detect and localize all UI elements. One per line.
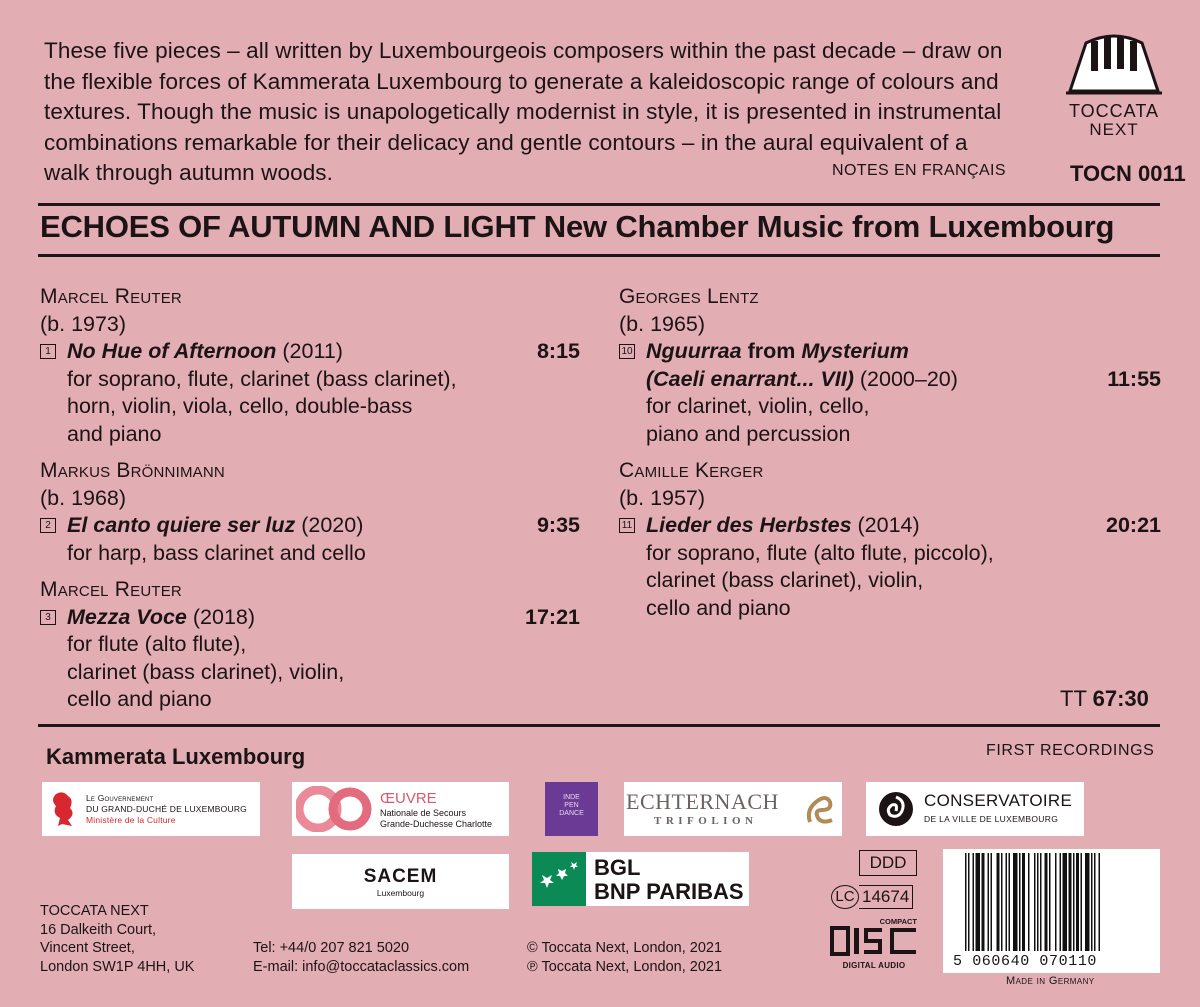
barcode-bar xyxy=(1040,853,1042,951)
disc-icon xyxy=(830,926,918,956)
composer-name: Marcel Reuter xyxy=(40,578,182,601)
track-number: 1 xyxy=(40,344,56,359)
sacem-logo xyxy=(292,854,509,909)
track-year: (2000–20) xyxy=(859,366,958,391)
barcode-bar xyxy=(1019,853,1021,951)
address-block xyxy=(40,902,194,976)
barcode-bar xyxy=(1063,853,1068,951)
toccata-next-logo xyxy=(1064,33,1164,137)
bottom-rule xyxy=(38,724,1160,727)
email: E-mail: info@toccataclassics.com xyxy=(253,958,470,975)
inst-line: for flute (alto flute), xyxy=(67,632,247,656)
bnp-green-square xyxy=(532,852,586,906)
track-title: Mezza Voce xyxy=(67,604,187,629)
barcode-bar xyxy=(1001,853,1003,951)
inst-line: horn, violin, viola, cello, double-bass xyxy=(67,394,413,418)
composer-dates: (b. 1965) xyxy=(619,311,706,336)
album-title xyxy=(40,209,1114,245)
barcode-bar xyxy=(968,853,970,951)
sacem-sub: Luxembourg xyxy=(376,888,425,898)
barcode-bar xyxy=(982,853,985,951)
barcode-bar xyxy=(1028,853,1030,951)
barcode-bar xyxy=(1099,853,1101,951)
track-year: (2020) xyxy=(301,513,364,537)
intro-paragraph: These five pieces – all written by Luxembourgeois composers within the past decade – draw on the flexible forces of Kammerata Luxembourg to generate a kaleidoscopic range of colours and textures. Though the music is unapologetically modernist in style, it is presented in instrumental combinations remarkable for their delicacy and gentle contours – in the aural equivalent of a walk through autumn woods. xyxy=(44,38,1003,185)
conserv-title: CONSERVATOIRE xyxy=(924,791,1073,810)
indep-line2: PEN xyxy=(564,802,579,809)
barcode-bar xyxy=(1060,853,1062,951)
phonogram-line: ℗ Toccata Next, London, 2021 xyxy=(527,958,723,975)
inst-line: cello and piano xyxy=(67,687,212,711)
instrumentation xyxy=(619,393,1161,448)
composer-name: Georges Lentz xyxy=(619,285,759,308)
composer-name: Camille Kerger xyxy=(619,459,764,482)
barcode-bars xyxy=(965,853,1155,953)
inst-line: piano and percussion xyxy=(646,421,851,446)
oeuvre-title: ŒUVRE xyxy=(380,790,437,807)
barcode-bar xyxy=(1049,853,1051,951)
barcode xyxy=(943,849,1160,973)
indep-line1: INDE xyxy=(563,794,580,801)
total-value: 67:30 xyxy=(1092,686,1149,711)
compact-disc-logo xyxy=(829,917,919,971)
first-recordings: FIRST RECORDINGS xyxy=(986,742,1155,759)
lc-code: 14674 xyxy=(859,885,913,909)
made-in: Made in Germany xyxy=(1006,975,1095,987)
bnp-text: BNP PARIBAS xyxy=(594,879,744,904)
oe-icon xyxy=(296,786,372,832)
track-title: El canto quiere ser luz xyxy=(67,513,296,537)
oeuvre-line2: Nationale de Secours xyxy=(380,808,467,818)
track-title: No Hue of Afternoon xyxy=(67,339,277,363)
inst-line: and piano xyxy=(67,421,162,446)
independance-logo xyxy=(545,782,598,836)
barcode-number: 5 060640 070110 xyxy=(953,953,1098,970)
notes-en-francais: NOTES EN FRANÇAIS xyxy=(832,162,1006,179)
trifolion-swirl-icon xyxy=(804,792,836,826)
track-number: 10 xyxy=(619,344,635,359)
barcode-bar xyxy=(991,853,993,951)
track-item xyxy=(619,512,1161,540)
instrumentation xyxy=(619,540,1161,623)
composer-dates: (b. 1973) xyxy=(40,311,127,336)
track-duration: 11:55 xyxy=(1107,366,1161,391)
track-item-cont xyxy=(619,366,1161,394)
logo-line2: NEXT xyxy=(1089,120,1139,139)
instrumentation xyxy=(40,366,580,449)
bgl-text: BGL xyxy=(594,855,641,880)
catalogue-number: TOCN 0011 xyxy=(1070,161,1186,186)
barcode-bar xyxy=(1055,853,1057,951)
total-label: TT xyxy=(1060,686,1087,711)
ensemble-name: Kammerata Luxembourg xyxy=(46,744,306,769)
barcode-bar xyxy=(1045,853,1048,951)
track-item xyxy=(40,338,580,366)
track-year: (2011) xyxy=(282,339,343,363)
composer-name: Markus Brönnimann xyxy=(40,459,225,482)
barcode-bar xyxy=(1085,853,1090,951)
copyright-block xyxy=(527,939,722,976)
total-time xyxy=(1060,686,1149,712)
copyright-line: © Toccata Next, London, 2021 xyxy=(527,940,723,956)
title-main: ECHOES OF AUTUMN AND LIGHT xyxy=(40,209,536,244)
track-item xyxy=(40,604,580,632)
barcode-bar xyxy=(1094,853,1096,951)
lc-prefix: LC xyxy=(831,885,859,909)
barcode-bar xyxy=(1037,853,1039,951)
title-rule xyxy=(38,254,1160,257)
composer-name: Marcel Reuter xyxy=(40,285,182,308)
barcode-bar xyxy=(1009,853,1011,951)
oeuvre-line3: Grande-Duchesse Charlotte xyxy=(380,819,493,829)
track-year: (2018) xyxy=(192,604,256,629)
address-line: TOCCATA NEXT xyxy=(40,903,149,919)
barcode-bar xyxy=(1034,853,1036,951)
track-duration: 9:35 xyxy=(536,513,580,537)
track-number: 11 xyxy=(619,518,635,533)
top-rule xyxy=(38,203,1160,206)
inst-line: clarinet (bass clarinet), violin, xyxy=(646,568,924,592)
track-duration: 20:21 xyxy=(1106,513,1161,537)
title-sub: New Chamber Music from Luxembourg xyxy=(543,209,1115,244)
instrumentation xyxy=(40,540,580,568)
track-title: Lieder des Herbstes xyxy=(646,513,852,537)
echternach-title: ECHTERNACH xyxy=(626,789,779,814)
address-line: 16 Dalkeith Court, xyxy=(40,921,157,938)
barcode-bar xyxy=(1073,853,1075,951)
composer-dates: (b. 1957) xyxy=(619,485,706,510)
track-item xyxy=(619,338,1161,366)
contact-block xyxy=(253,939,469,976)
barcode-bar xyxy=(965,853,967,951)
track-from: from xyxy=(747,339,796,363)
barcode-bar xyxy=(1022,853,1025,951)
track-duration: 17:21 xyxy=(525,604,580,629)
conservatoire-icon xyxy=(876,789,916,829)
red-lion-icon xyxy=(48,790,78,828)
barcode-bar xyxy=(1006,853,1008,951)
track-item xyxy=(40,512,580,540)
stars-icon xyxy=(532,852,586,906)
barcode-bar xyxy=(976,853,981,951)
barcode-bar xyxy=(1013,853,1018,951)
track-work: Mysterium xyxy=(801,339,909,363)
sacem-title: SACEM xyxy=(363,866,438,887)
track-number: 2 xyxy=(40,518,56,533)
ddd-badge: DDD xyxy=(859,850,917,876)
barcode-bar xyxy=(997,853,1000,951)
track-title: Nguurraa xyxy=(646,339,742,363)
track-subtitle: (Caeli enarrant... VII) xyxy=(646,366,854,391)
telephone: Tel: +44/0 207 821 5020 xyxy=(253,940,410,956)
inst-line: for harp, bass clarinet and cello xyxy=(67,540,366,565)
inst-line: for soprano, flute, clarinet (bass clarinet), xyxy=(67,366,457,391)
address-line: Vincent Street, xyxy=(40,940,135,956)
track-year: (2014) xyxy=(857,513,920,537)
right-column xyxy=(619,283,1161,622)
cd-digital-audio: DIGITAL AUDIO xyxy=(842,961,906,970)
composer-dates: (b. 1968) xyxy=(40,485,127,510)
barcode-bar xyxy=(1081,853,1083,951)
barcode-bar xyxy=(973,853,975,951)
inst-line: for soprano, flute (alto flute, piccolo), xyxy=(646,540,994,565)
gov-line3: Ministère de la Culture xyxy=(86,815,176,825)
inst-line: cello and piano xyxy=(646,595,791,620)
barcode-bar xyxy=(1069,853,1072,951)
instrumentation xyxy=(40,631,580,714)
barcode-bar xyxy=(1091,853,1093,951)
conserv-sub: DE LA VILLE DE LUXEMBOURG xyxy=(924,814,1059,824)
indep-line3: DANCE xyxy=(559,810,584,817)
inst-line: clarinet (bass clarinet), violin, xyxy=(67,659,345,684)
oeuvre-logo xyxy=(292,782,509,836)
logo-line1: TOCCATA xyxy=(1068,101,1159,121)
inst-line: for clarinet, violin, cello, xyxy=(646,394,870,418)
conservatoire-logo xyxy=(866,782,1084,836)
track-number: 3 xyxy=(40,610,56,625)
barcode-bar xyxy=(1076,853,1079,951)
bgl-bnp-logo xyxy=(532,852,749,906)
label-code xyxy=(831,885,913,909)
gouvernement-logo xyxy=(42,782,260,836)
echternach-logo xyxy=(624,782,842,836)
left-column xyxy=(40,283,580,714)
gov-line2: DU GRAND-DUCHÉ DE LUXEMBOURG xyxy=(86,804,247,814)
gov-line1: Le Gouvernement xyxy=(86,793,154,803)
address-line: London SW1P 4HH, UK xyxy=(40,958,195,975)
cd-compact: COMPACT xyxy=(879,917,917,926)
trifolion-text: TRIFOLION xyxy=(654,815,758,827)
track-duration: 8:15 xyxy=(536,339,580,363)
piano-keys-icon xyxy=(1064,33,1164,95)
barcode-bar xyxy=(988,853,990,951)
